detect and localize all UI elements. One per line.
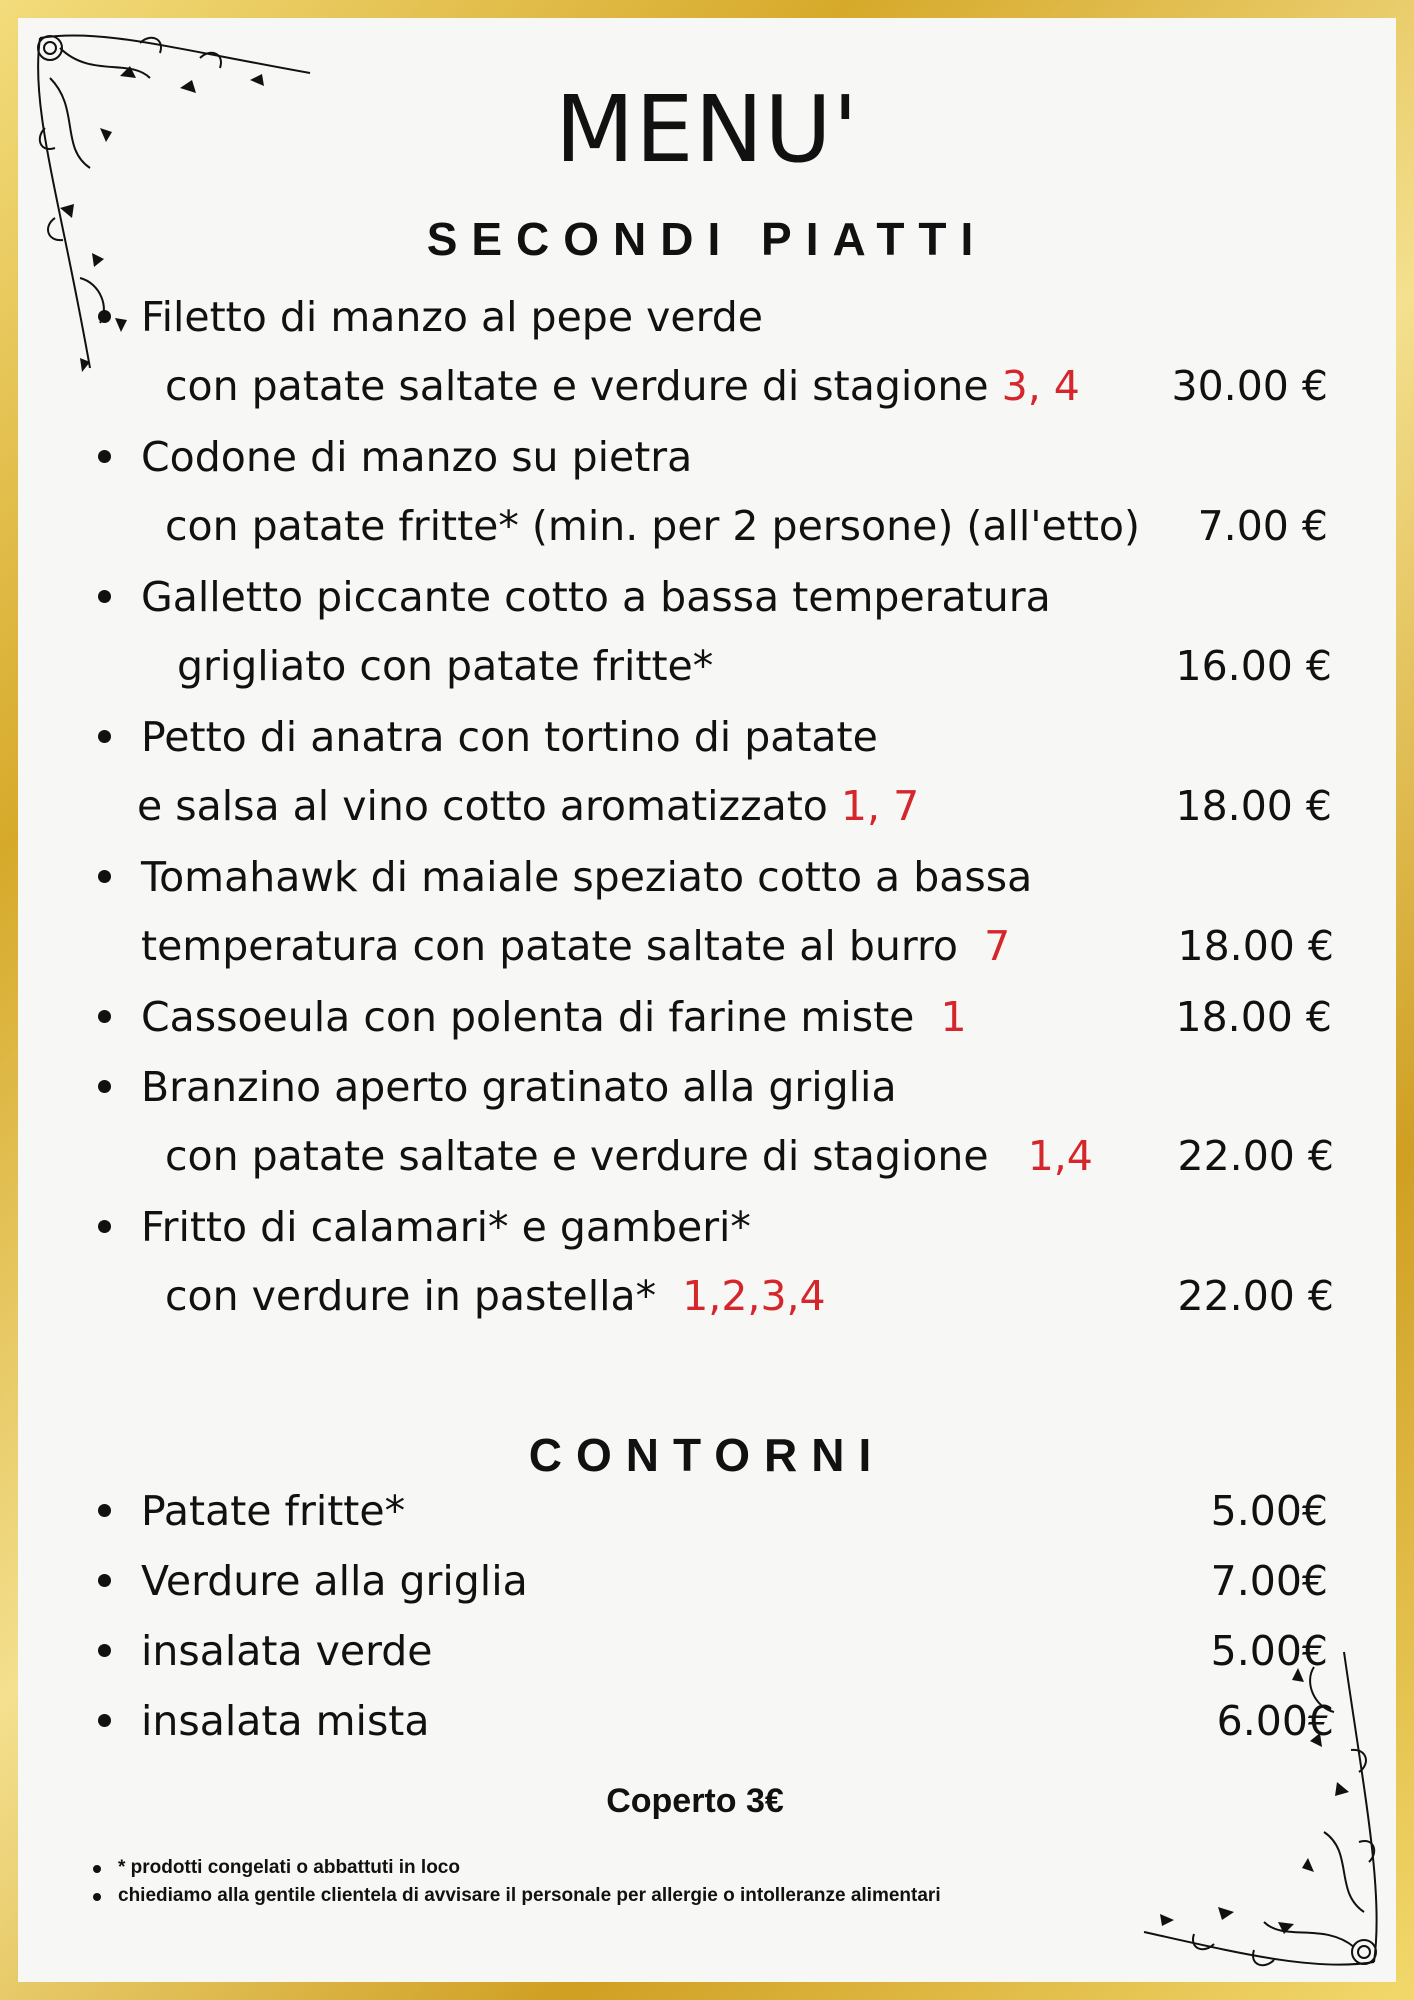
item-price: 22.00 € xyxy=(1177,1132,1334,1180)
item-name: Galletto piccante cotto a bassa temperatura xyxy=(141,573,1051,621)
allergen-codes: 1,2,3,4 xyxy=(682,1272,826,1320)
item-price: 7.00€ xyxy=(1210,1557,1328,1605)
item-name: insalata verde xyxy=(141,1627,433,1675)
item-description: temperatura con patate saltate al burro 7 xyxy=(141,922,1011,970)
item-name: Fritto di calamari* e gamberi* xyxy=(141,1203,751,1251)
item-name: Petto di anatra con tortino di patate xyxy=(141,713,878,761)
item-name: insalata mista xyxy=(141,1697,430,1745)
allergen-codes: 1,4 xyxy=(1027,1132,1093,1180)
section-heading-secondi: SECONDI PIATTI xyxy=(426,213,988,265)
item-price: 30.00 € xyxy=(1171,362,1328,410)
bullet-icon xyxy=(93,1893,101,1901)
bullet-icon xyxy=(98,310,111,323)
bullet-icon xyxy=(98,590,111,603)
allergen-codes: 1, 7 xyxy=(840,782,920,830)
item-name: Filetto di manzo al pepe verde xyxy=(141,293,763,341)
item-description: con patate saltate e verdure di stagione 3, 4 xyxy=(165,362,1080,410)
allergen-codes: 7 xyxy=(984,922,1011,970)
bullet-icon xyxy=(98,1010,111,1023)
item-description: con verdure in pastella* 1,2,3,4 xyxy=(165,1272,826,1320)
bullet-icon xyxy=(98,1574,111,1587)
footnote: * prodotti congelati o abbattuti in loco xyxy=(118,1857,460,1878)
item-description: e salsa al vino cotto aromatizzato 1, 7 xyxy=(137,782,920,830)
item-price: 16.00 € xyxy=(1175,642,1332,690)
bullet-icon xyxy=(98,450,111,463)
item-description: grigliato con patate fritte* xyxy=(177,642,714,690)
item-name: Patate fritte* xyxy=(141,1487,406,1535)
bullet-icon xyxy=(93,1865,101,1873)
allergen-codes: 1 xyxy=(940,993,967,1041)
footnote: chiediamo alla gentile clientela di avvisare il personale per allergie o intolleranze alimentari xyxy=(118,1885,941,1906)
item-price: 7.00 € xyxy=(1197,502,1328,550)
bullet-icon xyxy=(98,1644,111,1657)
item-name: Codone di manzo su pietra xyxy=(141,433,693,481)
item-description: con patate fritte* (min. per 2 persone) (all'etto) xyxy=(165,502,1140,550)
bullet-icon xyxy=(98,730,111,743)
item-price: 5.00€ xyxy=(1210,1627,1328,1675)
item-price: 5.00€ xyxy=(1210,1487,1328,1535)
section-heading-contorni: CONTORNI xyxy=(528,1429,886,1481)
allergen-codes: 3, 4 xyxy=(1001,362,1080,410)
item-price: 18.00 € xyxy=(1175,782,1332,830)
item-description: con patate saltate e verdure di stagione 1,4 xyxy=(165,1132,1093,1180)
bullet-icon xyxy=(98,1504,111,1517)
item-price: 6.00€ xyxy=(1216,1697,1334,1745)
menu-title: MENU' xyxy=(555,76,859,183)
item-price: 22.00 € xyxy=(1177,1272,1334,1320)
item-price: 18.00 € xyxy=(1177,922,1334,970)
item-name: Cassoeula con polenta di farine miste 1 xyxy=(141,993,967,1041)
bullet-icon xyxy=(98,1714,111,1727)
coperto-label: Coperto 3€ xyxy=(606,1782,784,1820)
item-name: Branzino aperto gratinato alla griglia xyxy=(141,1063,897,1111)
bullet-icon xyxy=(98,1220,111,1233)
bullet-icon xyxy=(98,870,111,883)
item-name: Verdure alla griglia xyxy=(141,1557,528,1605)
bullet-icon xyxy=(98,1080,111,1093)
item-price: 18.00 € xyxy=(1175,993,1332,1041)
item-name: Tomahawk di maiale speziato cotto a bassa xyxy=(141,853,1033,901)
